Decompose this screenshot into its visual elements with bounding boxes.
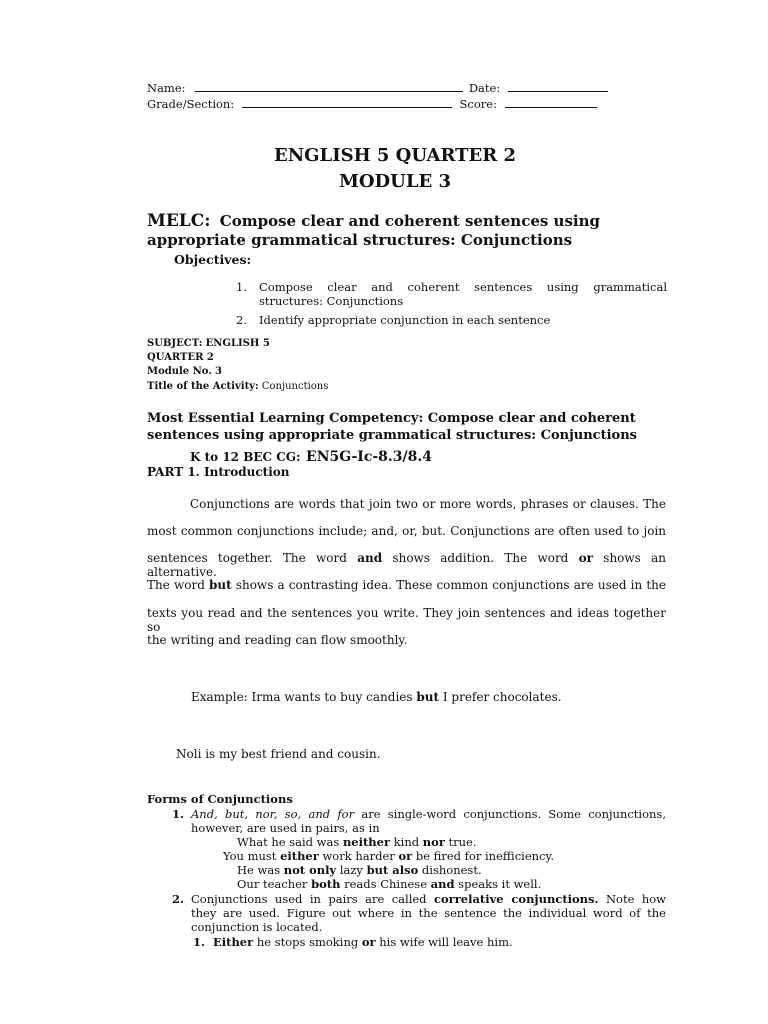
forms-sub-1-line: Either he stops smoking or his wife will leave him.	[213, 935, 513, 949]
melc-label: MELC:	[147, 211, 211, 231]
forms-sub-1-num: 1.	[193, 935, 206, 949]
intro-line-1: Conjunctions are words that join two or more words, phrases or clauses. The	[190, 497, 666, 511]
grade-label: Grade/Section:	[147, 97, 235, 111]
objective-2-num: 2.	[236, 313, 247, 327]
intro-line-5: texts you read and the sentences you write. They join sentences and ideas together so	[147, 606, 666, 634]
melc-text-1: Compose clear and coherent sentences using	[219, 212, 601, 230]
pair-example-4: Our teacher both reads Chinese and speaks it well.	[237, 877, 542, 891]
competency-line-1: Most Essential Learning Competency: Compose clear and coherent	[147, 411, 636, 426]
meta-activity: Title of the Activity: Conjunctions	[147, 381, 329, 392]
intro-line-3: sentences together. The word and shows addition. The word or shows an alternative.	[147, 551, 667, 579]
forms-item-1-line-2: however, are used in pairs, as in	[191, 821, 380, 835]
date-label: Date:	[468, 81, 501, 95]
forms-item-2-line-3: conjunction is located.	[191, 920, 323, 934]
name-label: Name:	[147, 81, 186, 95]
example-second: Noli is my best friend and cousin.	[176, 747, 381, 761]
forms-item-2-line-1: Conjunctions used in pairs are called correlative conjunctions. Note how	[191, 892, 666, 906]
melc-line-1	[147, 211, 600, 231]
pair-example-3: He was not only lazy but also dishonest.	[237, 863, 482, 877]
meta-subject: SUBJECT: ENGLISH 5	[147, 338, 270, 349]
objective-1-line-1: Compose clear and coherent sentences using grammatical	[259, 280, 667, 294]
pair-example-2: You must either work harder or be fired for inefficiency.	[223, 849, 555, 863]
melc-line-2: appropriate grammatical structures: Conjunctions	[147, 231, 573, 249]
part1-heading: PART 1. Introduction	[147, 465, 290, 479]
objective-1-line-2: structures: Conjunctions	[259, 294, 404, 308]
date-blank[interactable]	[508, 80, 608, 92]
grade-blank[interactable]	[242, 96, 452, 108]
competency-line-2: sentences using appropriate grammatical structures: Conjunctions	[147, 428, 637, 443]
forms-item-1-num: 1.	[172, 807, 185, 821]
objective-1-num: 1.	[236, 280, 247, 294]
score-blank[interactable]	[505, 96, 597, 108]
meta-quarter: QUARTER 2	[147, 352, 214, 363]
intro-line-2: most common conjunctions include; and, or, but. Conjunctions are often used to join	[147, 524, 666, 538]
name-blank[interactable]	[195, 80, 463, 92]
forms-heading: Forms of Conjunctions	[147, 792, 293, 806]
page-subtitle: MODULE 3	[338, 171, 452, 192]
objectives-heading: Objectives:	[174, 252, 252, 267]
objective-2-line-1: Identify appropriate conjunction in each sentence	[259, 313, 551, 327]
page-title: ENGLISH 5 QUARTER 2	[274, 145, 516, 166]
intro-line-4: The word but shows a contrasting idea. These common conjunctions are used in the	[147, 578, 666, 592]
example-sentence: Example: Irma wants to buy candies but I prefer chocolates.	[191, 690, 562, 704]
name-row	[147, 80, 608, 95]
grade-row	[147, 96, 597, 111]
intro-line-6: the writing and reading can flow smoothly.	[147, 633, 408, 647]
forms-item-1-line-1: And, but, nor, so, and for are single-word conjunctions. Some conjunctions,	[191, 807, 666, 821]
curriculum-code: K to 12 BEC CG: EN5G-Ic-8.3/8.4	[190, 449, 432, 465]
forms-item-2-line-2: they are used. Figure out where in the sentence the individual word of the	[191, 906, 666, 920]
score-label: Score:	[459, 97, 497, 111]
meta-module: Module No. 3	[147, 366, 222, 377]
pair-example-1: What he said was neither kind nor true.	[237, 835, 477, 849]
forms-item-2-num: 2.	[172, 892, 185, 906]
